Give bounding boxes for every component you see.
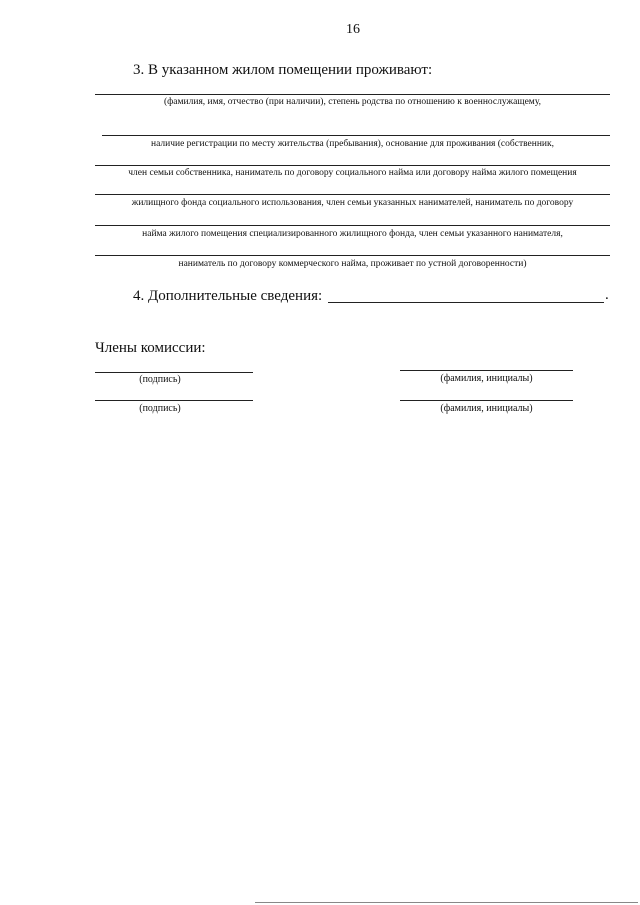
- page-number: 16: [346, 22, 360, 37]
- scan-edge-mark: [255, 902, 638, 903]
- additional-info-end-mark: .: [605, 287, 609, 303]
- name-label-1: (фамилия, инициалы): [440, 373, 533, 384]
- section-4-title: 4. Дополнительные сведения:: [133, 288, 323, 304]
- fill-caption-3: член семьи собственника, наниматель по договору социального найма или договору найма жилого помещения: [128, 168, 577, 178]
- name-line-2: [400, 400, 573, 401]
- signature-label-2: (подпись): [139, 403, 181, 414]
- fill-line-2: [102, 135, 610, 136]
- fill-caption-5: найма жилого помещения специализированного жилищного фонда, член семьи указанного нанимателя,: [142, 229, 563, 239]
- fill-caption-2: наличие регистрации по месту жительства (пребывания), основание для проживания (собственник,: [151, 139, 554, 149]
- signature-label-1: (подпись): [139, 374, 181, 385]
- section-3-title: 3. В указанном жилом помещении проживают:: [133, 62, 433, 78]
- fill-line-5: [95, 225, 610, 226]
- name-label-2: (фамилия, инициалы): [440, 403, 533, 414]
- fill-caption-4: жилищного фонда социального использования, член семьи указанных нанимателей, наниматель по договору: [131, 198, 574, 208]
- commission-members-title: Члены комиссии:: [95, 340, 206, 356]
- fill-caption-6: наниматель по договору коммерческого найма, проживает по устной договоренности): [178, 259, 527, 269]
- fill-line-3: [95, 165, 610, 166]
- signature-line-1: [95, 372, 253, 373]
- signature-line-2: [95, 400, 253, 401]
- fill-line-4: [95, 194, 610, 195]
- fill-caption-1: (фамилия, имя, отчество (при наличии), степень родства по отношению к военнослужащему,: [163, 97, 541, 107]
- fill-line-6: [95, 255, 610, 256]
- name-line-1: [400, 370, 573, 371]
- additional-info-line: [328, 302, 604, 303]
- fill-line-1: [95, 94, 610, 95]
